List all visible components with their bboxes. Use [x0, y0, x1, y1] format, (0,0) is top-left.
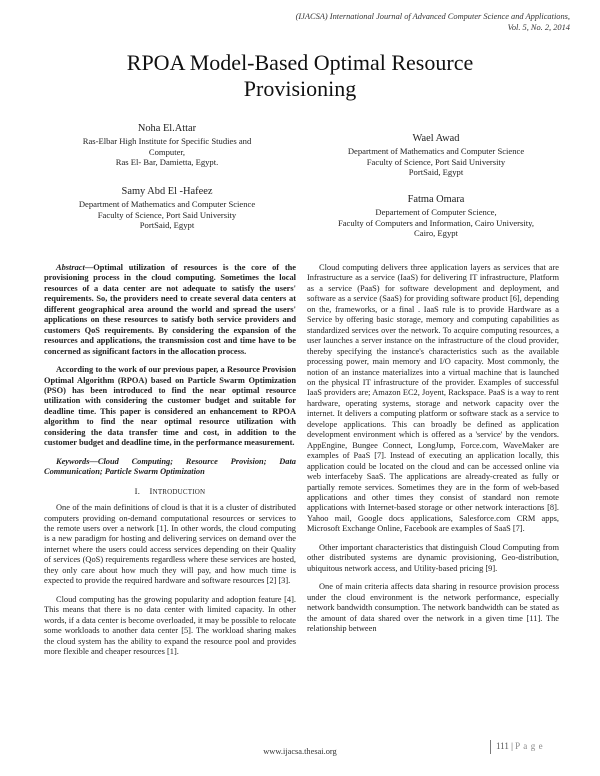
body-paragraph: Cloud computing delivers three application layers as services that are Infrastructure as a service (IaaS) for delivering IT infrastructure, Platform as a service (PaaS) for software development and deployment, and software as a service (SaaS) for providing software product [6], depending on the, frameworks, or a final . IaaS rule is to provide Hardware as a Service by offering basic storage, memory and computing capabilities as standardized services over the network. To acquire computing resources, a user launches a server instance on the infrastructure of the cloud provider, thereby specifying the instance's characteristics such as the available processing power, main memory and I/O capacity. Most commonly, the notion of an instance materializes into a virtual machine that is launched on the physical IT infrastructure of the provider. Examples of successful IaaS providers are; Amazon EC2, Joyent, Rackspace. PaaS is a way to rent hardware, operating systems, storage and network capacity over the internet. It delivers a computing platform or software stack as a service to develope applications. This can broadly be defined as application development environment which is offered as a 'service' by the vendors. AppEngine, Bungee Connect, LongJump, Force.com, WaveMaker are examples of PaaS [7]. Instead of executing an application locally, this application could be located on the cloud and can be accessed online via web interfaceby SaaS. The applications are already-created as fully or partially remote services. Sometimes they are in the form of web-based applications and other times they consist of standard non remote applications with Internet-based storage or other network interactions [8]. Yahoo mail, Google docs applications, Salesforce.com CRM apps, Microsoft Exchange Online, Facebook are examples of SaaS [7].: [307, 263, 559, 534]
author-affiliation: Faculty of Computers and Information, Cairo University,: [337, 217, 535, 228]
abstract-text: —Optimal utilization of resources is the core of the provisioning process in the cloud computing. Sometimes the local resources of a data center are not adequate to satisfy the users' requirements. So, the providers need to create several data centers at different geographical area around the world and spread the users' applications on these resources to satisfy both service providers and customers QoS requirements. By considering the expansion of the resources and applications, the transmission cost and time have to be concerned as significant factors in the allocation process.: [44, 263, 296, 356]
author-affiliation: PortSaid, Egypt: [139, 220, 195, 231]
section-first-letter: I: [149, 485, 153, 496]
author-affiliation: Department of Mathematics and Computer Science: [347, 146, 525, 156]
author-affiliation: Ras El- Bar, Damietta, Egypt.: [115, 157, 219, 168]
title-line-1: RPOA Model-Based Optimal Resource: [126, 50, 474, 75]
author-affiliation: Computer,: [148, 146, 186, 157]
author-name: Fatma Omara: [407, 194, 465, 205]
page-label: P a g e: [515, 741, 544, 751]
right-column: [307, 263, 559, 642]
left-column: [44, 263, 296, 665]
body-paragraph: One of the main definitions of cloud is that it is a cluster of distributed computers providing on-demand computational resources or services to the remote users over a network [1]. In other words, the cloud computing is a new paradigm for hosting and delivering services on demand over the internet where the users could access services depending on their Quality of services (QoS) requirements regardless where these services are hosted, they only care about how much they will pay, and how much time is expected to provide the required hardware and software resources [2] [3].: [44, 503, 296, 586]
journal-header: [150, 12, 570, 33]
author-affiliation: Departement of Computer Science,: [375, 207, 497, 217]
keywords-label: Keywords: [56, 456, 90, 466]
section-title-rest: NTRODUCTION: [152, 487, 206, 496]
author-affiliation: Ras-Elbar High Institute for Specific Studies and: [82, 136, 252, 146]
journal-name: (IJACSA) International Journal of Advanced Computer Science and Applications,: [295, 12, 570, 21]
abstract-label: Abstract: [56, 263, 85, 272]
author-block-2: [52, 185, 282, 231]
keywords-paragraph: [44, 457, 296, 478]
body-paragraph: One of main criteria affects data sharing in resource provision process under the cloud environment is the network performance, especially network bandwidth consumption. The network bandwidth can be stated as the amount of data shared over the network in a given time [11]. The relationship between: [307, 582, 559, 633]
author-affiliation: Faculty of Science, Port Said University: [97, 209, 237, 220]
author-name: Samy Abd El -Hafeez: [121, 186, 213, 197]
section-heading-introduction: [44, 486, 296, 497]
page-number-value: 111: [496, 741, 509, 751]
author-affiliation: Cairo, Egypt: [414, 228, 458, 239]
keywords-text: —Cloud Computing; Resource Provision; Data Communication; Particle Swarm Optimization: [44, 456, 296, 477]
author-name: Noha El.Attar: [137, 123, 197, 134]
abstract-paragraph: [44, 263, 296, 357]
abstract-paragraph-2: According to the work of our previous paper, a Resource Provision Optimal Algorithm (RPOA) based on Particle Swarm Optimization (PSO) has been introduced to find the near optimal resource utilization with considering the customer budget and suitable for deadline time. This paper is considered an enhancement to RPOA algorithm to find the near optimal resource utilization with considering the data transfer time and cost, in addition to the customer budget and deadline time, in the performance measurement.: [44, 365, 296, 448]
paper-title: [70, 50, 530, 102]
author-affiliation: Faculty of Science, Port Said University: [366, 156, 506, 167]
author-affiliation: PortSaid, Egypt: [408, 167, 464, 178]
page-separator: |: [511, 741, 513, 751]
body-paragraph: Cloud computing has the growing popularity and adoption feature [4]. This means that there is no data center with limited capacity. In other words, if a data center is become overloaded, it may be possible to relocate some workloads to another data center [5]. The workload sharing makes the cloud system has the ability to expand the resource pool and provides more flexible and cheaper resources [1].: [44, 594, 296, 656]
author-name: Wael Awad: [412, 133, 460, 144]
author-block-1: [52, 122, 282, 168]
author-block-3: [305, 132, 567, 178]
author-block-4: [300, 193, 572, 239]
body-paragraph: Other important characteristics that distinguish Cloud Computing from other distributed systems are dynamic provisioning, Geo-distribution, ubiquitous network access, and Utility-based pricing [9].: [307, 542, 559, 573]
title-line-2: Provisioning: [243, 76, 357, 101]
section-number: I.: [134, 485, 141, 496]
author-affiliation: Department of Mathematics and Computer Science: [78, 199, 256, 209]
journal-url[interactable]: www.ijacsa.thesai.org: [263, 747, 337, 756]
journal-volume: Vol. 5, No. 2, 2014: [507, 22, 570, 32]
